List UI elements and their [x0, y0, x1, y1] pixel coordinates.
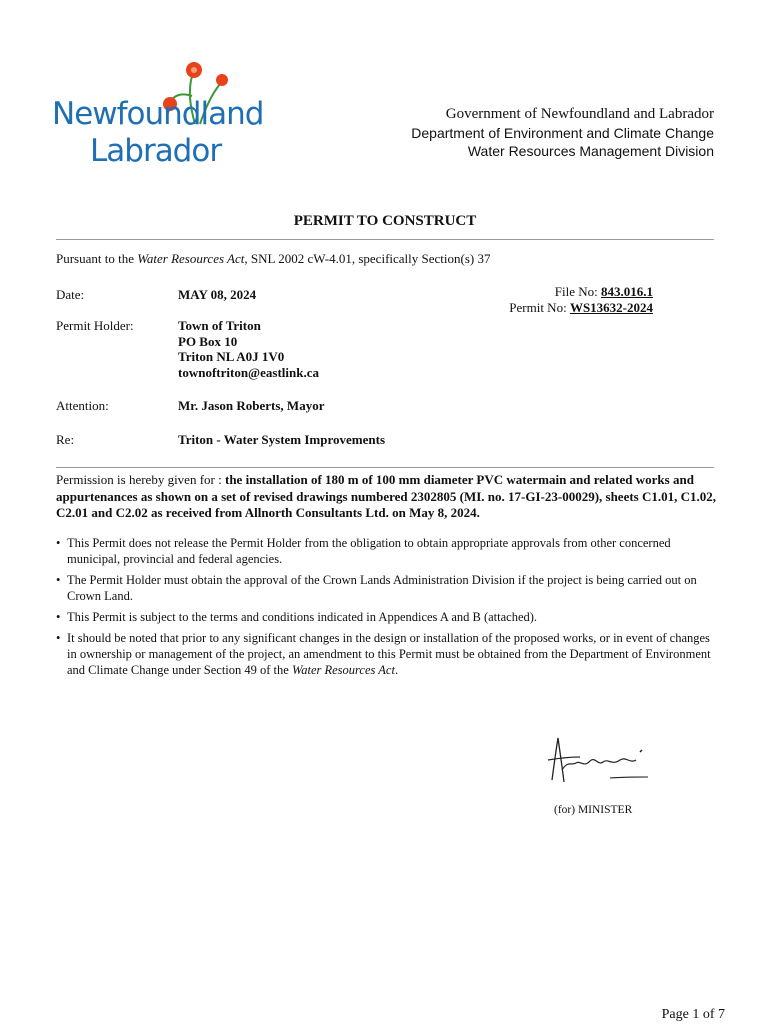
- attention-value: Mr. Jason Roberts, Mayor: [178, 398, 325, 413]
- list-item: [56, 630, 718, 678]
- bullet-text: .: [394, 663, 399, 677]
- file-number-label: File No:: [554, 284, 601, 299]
- list-item: • This Permit is subject to the terms and conditions indicated in Appendices A and B (attached).: [56, 609, 718, 625]
- permit-holder-label: Permit Holder:: [56, 318, 134, 333]
- handwritten-signature: [540, 730, 665, 800]
- bullet-text: It should be noted that prior to any significant changes in the design or installation of the proposed works, or in event of changes in ownership or management of the project, an amendment to this Permit must be obtained from the Department of Environment and Climate Change under Section 49 of the: [67, 631, 711, 677]
- holder-line: Triton NL A0J 1V0: [178, 349, 285, 364]
- list-item: • This Permit does not release the Permit Holder from the obligation to obtain appropriate approvals from other concerned municipal, provincial and federal agencies.: [56, 535, 718, 567]
- permission-statement: [56, 472, 716, 522]
- re-value: Triton - Water System Improvements: [178, 432, 386, 447]
- holder-line: Town of Triton: [178, 318, 261, 333]
- nl-logo: [52, 56, 262, 174]
- permit-holder-address: [178, 318, 319, 380]
- pursuant-prefix: Pursuant to the: [56, 251, 138, 266]
- act-name: Water Resources Act: [291, 663, 395, 677]
- permission-prefix: Permission is hereby given for :: [56, 472, 225, 487]
- list-item: • The Permit Holder must obtain the approval of the Crown Lands Administration Division if the project is being carried out on Crown Land.: [56, 572, 718, 604]
- holder-email: townoftriton@eastlink.ca: [178, 364, 320, 380]
- permission-body: the installation of 180 m of 100 mm diameter PVC watermain and related works and appurtenances as shown on a set of revised drawings numbered 2302805 (MI. no. 17-GI-23-00029), sheets C1.01, C1.02, C2.01 and C2.02 as received from Allnorth Consultants Ltd. on May 8, 2024.: [56, 472, 717, 520]
- divider: [56, 239, 714, 240]
- permit-number: WS13632-2024: [569, 300, 653, 315]
- date-label: Date:: [56, 287, 85, 302]
- attention-label: Attention:: [56, 398, 109, 413]
- file-number: 843.016.1: [601, 284, 653, 299]
- act-name: Water Resources Act: [137, 251, 245, 266]
- permit-number-label: Permit No:: [509, 300, 570, 315]
- divider: [56, 467, 714, 468]
- file-number-line: [555, 284, 653, 300]
- re-label: Re:: [56, 432, 75, 447]
- government-name: Government of Newfoundland and Labrador: [445, 106, 714, 122]
- pursuant-line: [56, 251, 490, 267]
- logo-word-labrador: Labrador: [90, 133, 222, 169]
- page-number: Page 1 of 7: [661, 1007, 725, 1022]
- permit-number-line: [509, 300, 653, 316]
- logo-word-newfoundland: Newfoundland: [52, 96, 264, 132]
- department-name: Department of Environment and Climate Change: [411, 125, 714, 141]
- holder-line: PO Box 10: [178, 333, 238, 349]
- date-value: MAY 08, 2024: [178, 287, 257, 302]
- document-title: PERMIT TO CONSTRUCT: [293, 213, 477, 229]
- pursuant-suffix: , SNL 2002 cW-4.01, specifically Section(s) 37: [244, 251, 491, 266]
- division-name: Water Resources Management Division: [467, 143, 714, 159]
- signature-caption: (for) MINISTER: [554, 804, 633, 816]
- conditions-list: [56, 535, 718, 683]
